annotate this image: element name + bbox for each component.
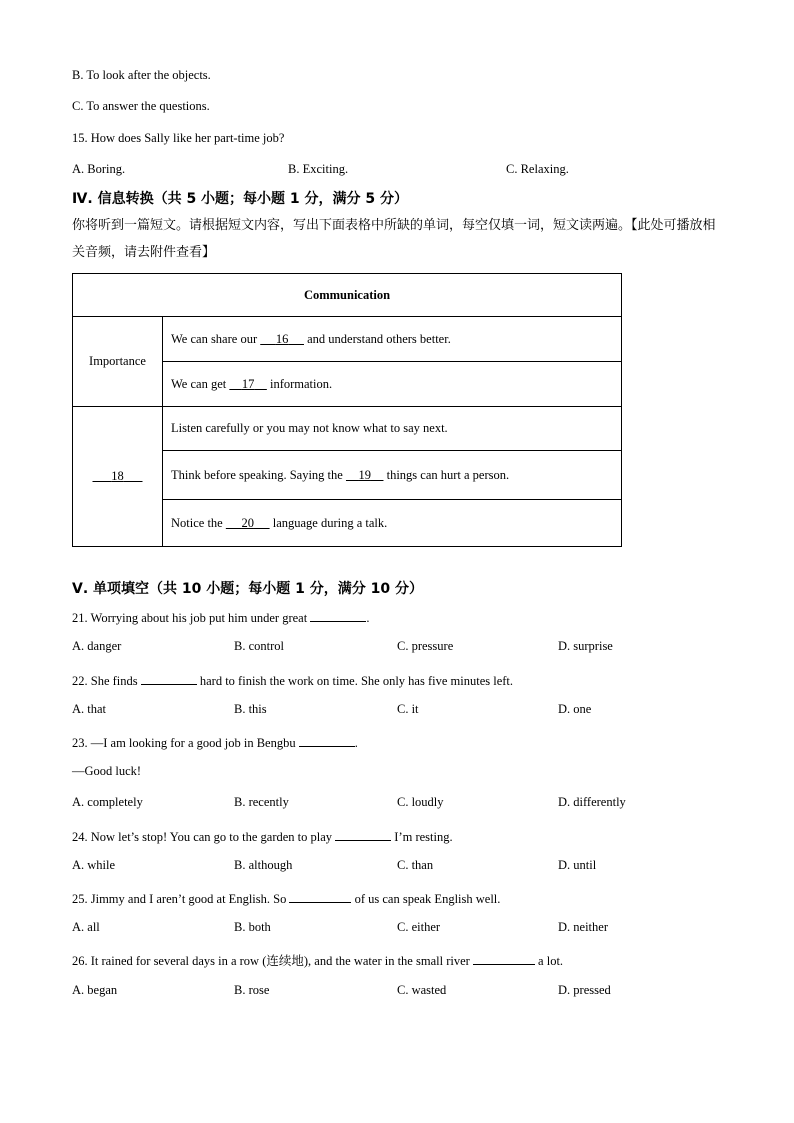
- answer-blank: [299, 733, 355, 747]
- q21-option-b: B. control: [234, 639, 284, 653]
- q22-option-d: D. one: [558, 702, 592, 716]
- q14-option-c: C. To answer the questions.: [72, 99, 210, 113]
- q24-option-d: D. until: [558, 858, 597, 872]
- q26-options: [72, 983, 712, 1001]
- q26-option-a: A. began: [72, 983, 118, 997]
- answer-blank: [335, 827, 391, 841]
- q15-option-a: A. Boring.: [72, 162, 126, 176]
- q26-option-c: C. wasted: [397, 983, 447, 997]
- table-row: [73, 407, 622, 451]
- blank-17: 17: [241, 376, 255, 391]
- q26-option-b: B. rose: [234, 983, 270, 997]
- q23-option-c: C. loudly: [397, 795, 444, 809]
- table-cell: We can share our 16 and understand others better.: [163, 317, 622, 362]
- section-4-instruction: 你将听到一篇短文。请根据短文内容，写出下面表格中所缺的单词，每空仅填一词，短文读两遍。【此处可播放相关音频，请去附件查看】: [72, 218, 716, 260]
- q25-option-b: B. both: [234, 920, 271, 934]
- section-4-heading: Ⅳ. 信息转换（共 5 小题；每小题 1 分，满分 5 分）: [72, 191, 409, 207]
- group-label-blank-18: 18: [73, 407, 163, 547]
- q24-option-c: C. than: [397, 858, 434, 872]
- table-cell: Listen carefully or you may not know what to say next.: [163, 407, 622, 451]
- q26-stem: 26. It rained for several days in a row (连续地), and the water in the small river a lot.: [72, 951, 563, 969]
- q23-stem: 23. —I am looking for a good job in Bengbu .: [72, 733, 358, 751]
- group-label-importance: Importance: [73, 317, 163, 407]
- q21-stem: 21. Worrying about his job put him under great .: [72, 608, 369, 626]
- q21-option-a: A. danger: [72, 639, 122, 653]
- section-5-heading: Ⅴ. 单项填空（共 10 小题；每小题 1 分，满分 10 分）: [72, 581, 423, 597]
- q25-options: [72, 920, 712, 938]
- q22-option-c: C. it: [397, 702, 419, 716]
- q15-option-b: B. Exciting.: [288, 162, 349, 176]
- q25-stem: 25. Jimmy and I aren’t good at English. So of us can speak English well.: [72, 889, 500, 907]
- blank-19: 19: [358, 467, 371, 482]
- q23-reply: —Good luck!: [72, 764, 142, 778]
- answer-blank: [289, 889, 351, 903]
- q25-option-d: D. neither: [558, 920, 608, 934]
- table-row: [73, 317, 622, 362]
- answer-blank: [473, 951, 535, 965]
- q23-options: [72, 795, 712, 813]
- q26-option-d: D. pressed: [558, 983, 611, 997]
- q15-option-c: C. Relaxing.: [506, 162, 569, 176]
- answer-blank: [310, 608, 366, 622]
- table-cell: Notice the 20 language during a talk.: [163, 500, 622, 547]
- q24-option-b: B. although: [234, 858, 293, 872]
- q23-option-b: B. recently: [234, 795, 289, 809]
- q24-stem: 24. Now let’s stop! You can go to the garden to play I’m resting.: [72, 827, 453, 845]
- blank-20: 20: [241, 515, 254, 530]
- q21-option-d: D. surprise: [558, 639, 613, 653]
- answer-blank: [141, 671, 197, 685]
- q21-options: [72, 639, 712, 657]
- q15-options: [72, 162, 712, 180]
- q15-stem: 15. How does Sally like her part-time job?: [72, 131, 285, 145]
- q23-option-d: D. differently: [558, 795, 626, 809]
- q21-option-c: C. pressure: [397, 639, 454, 653]
- table-title: Communication: [73, 274, 622, 317]
- communication-table: [72, 273, 622, 547]
- q24-options: [72, 858, 712, 876]
- q25-option-c: C. either: [397, 920, 441, 934]
- q22-options: [72, 702, 712, 720]
- q22-option-a: A. that: [72, 702, 107, 716]
- q22-option-b: B. this: [234, 702, 267, 716]
- table-cell: Think before speaking. Saying the 19 things can hurt a person.: [163, 451, 622, 500]
- blank-16: 16: [275, 331, 289, 346]
- q23-option-a: A. completely: [72, 795, 143, 809]
- q25-option-a: A. all: [72, 920, 100, 934]
- q14-option-b: B. To look after the objects.: [72, 68, 211, 82]
- q22-stem: 22. She finds hard to finish the work on time. She only has five minutes left.: [72, 671, 513, 689]
- q24-option-a: A. while: [72, 858, 116, 872]
- table-cell: We can get 17 information.: [163, 362, 622, 407]
